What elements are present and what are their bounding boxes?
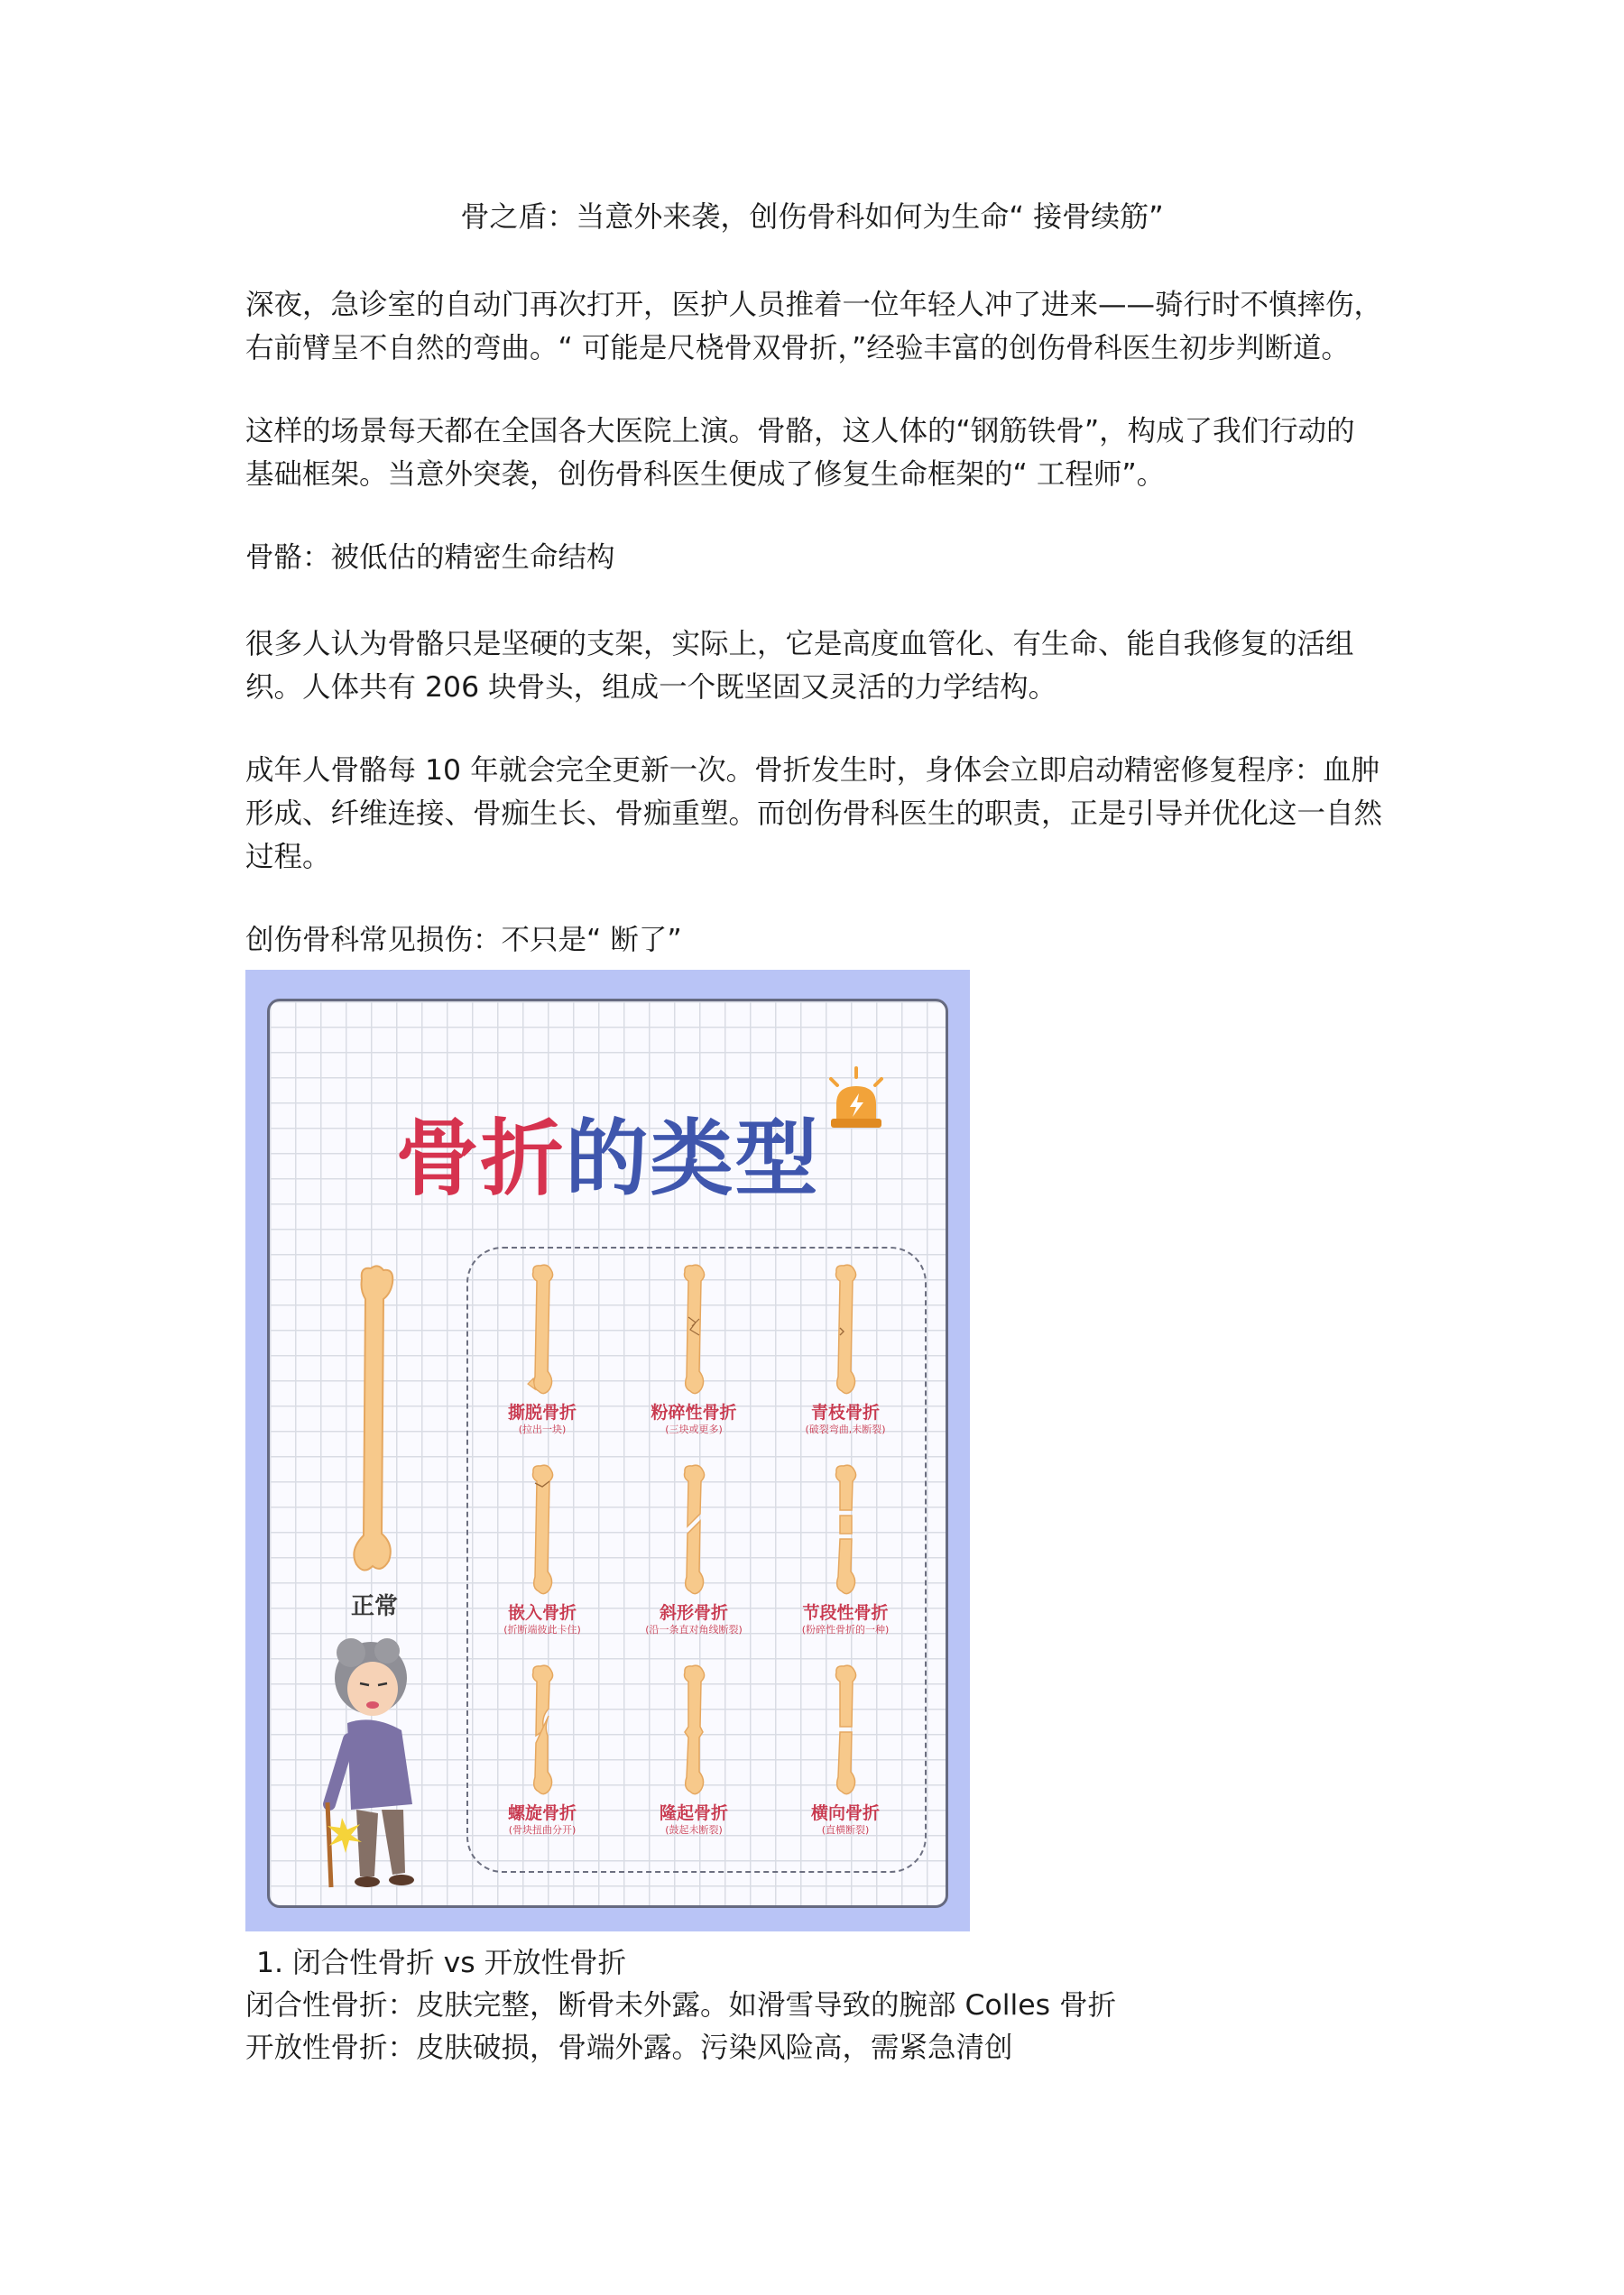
section-heading-injuries: 创伤骨科常见损伤：不只是“ 断了” <box>245 924 682 956</box>
fracture-name: 嵌入骨折 <box>507 1603 577 1623</box>
fracture-desc: (鼓起未断裂) <box>665 1824 723 1836</box>
spiral-fracture-bone-icon <box>524 1664 560 1799</box>
paragraph-intro: 深夜，急诊室的自动门再次打开，医护人员推着一位年轻人冲了进来——骑行时不慎摔伤，右前臂呈不自然的弯曲。“ 可能是尺桡骨双骨折，”经验丰富的创伤骨科医生初步判断道。 <box>245 289 1383 364</box>
fracture-type-comminuted <box>622 1263 766 1436</box>
infographic-title-blue: 的类型 <box>565 1111 820 1207</box>
infographic-title-red: 骨折 <box>395 1111 566 1207</box>
fracture-name: 撕脱骨折 <box>507 1403 577 1423</box>
fracture-name: 螺旋骨折 <box>507 1803 577 1823</box>
fracture-type-segmental <box>773 1463 918 1636</box>
segmental-fracture-bone-icon <box>827 1463 863 1599</box>
fracture-desc: (破裂弯曲,未断裂) <box>805 1424 886 1435</box>
comminuted-fracture-bone-icon <box>676 1263 712 1398</box>
fracture-name: 节段性骨折 <box>802 1603 889 1623</box>
fracture-desc: (折断端彼此卡住) <box>503 1624 581 1636</box>
fracture-name: 隆起骨折 <box>659 1803 728 1823</box>
paragraph-open-fracture: 开放性骨折：皮肤破损，骨端外露。污染风险高，需紧急清创 <box>245 2032 1013 2064</box>
fracture-type-greenstick <box>773 1263 918 1436</box>
normal-bone-label: 正常 <box>350 1593 398 1620</box>
elderly-woman-illustration <box>315 1633 450 1894</box>
fracture-type-transverse <box>773 1664 918 1837</box>
fracture-desc: (粉碎性骨折的一种) <box>801 1624 890 1636</box>
transverse-fracture-bone-icon <box>827 1664 863 1799</box>
fracture-desc: (沿一条直对角线断裂) <box>645 1624 743 1636</box>
fracture-type-buckle <box>622 1664 766 1837</box>
avulsion-fracture-bone-icon <box>524 1263 560 1398</box>
fracture-name: 斜形骨折 <box>659 1603 728 1623</box>
fracture-type-spiral <box>470 1664 614 1837</box>
paragraph-bone-structure: 很多人认为骨骼只是坚硬的支架，实际上，它是高度血管化、有生命、能自我修复的活组织。人体共有 206 块骨头，组成一个既坚固又灵活的力学结构。 <box>245 628 1354 704</box>
fracture-name: 青枝骨折 <box>810 1403 880 1423</box>
greenstick-fracture-bone-icon <box>827 1263 863 1398</box>
fracture-desc: (拉出一块) <box>518 1424 567 1435</box>
fracture-desc: (三块或更多) <box>665 1424 723 1435</box>
normal-bone-icon <box>342 1263 405 1579</box>
section-heading-bones: 骨骼：被低估的精密生命结构 <box>245 541 615 574</box>
fracture-desc: (骨块扭曲分开) <box>508 1824 577 1836</box>
fracture-type-impacted <box>470 1463 614 1636</box>
fracture-name: 粉碎性骨折 <box>651 1403 737 1423</box>
fracture-name: 横向骨折 <box>810 1803 880 1823</box>
fracture-desc: (直横断裂) <box>821 1824 870 1836</box>
fracture-types-infographic <box>245 970 970 1931</box>
impacted-fracture-bone-icon <box>524 1463 560 1599</box>
list-item-closed-vs-open: 1. 闭合性骨折 vs 开放性骨折 <box>256 1947 627 1979</box>
fracture-type-avulsion <box>470 1263 614 1436</box>
paragraph-scene: 这样的场景每天都在全国各大医院上演。骨骼，这人体的“钢筋铁骨”，构成了我们行动的基础框架。当意外突袭，创伤骨科医生便成了修复生命框架的“ 工程师”。 <box>245 415 1355 491</box>
oblique-fracture-bone-icon <box>676 1463 712 1599</box>
paragraph-closed-fracture: 闭合性骨折：皮肤完整，断骨未外露。如滑雪导致的腕部 Colles 骨折 <box>245 1989 1117 2022</box>
infographic-grid-card <box>267 999 948 1908</box>
article-title: 骨之盾：当意外来袭，创伤骨科如何为生命“ 接骨续筋” <box>460 199 1164 234</box>
fracture-type-oblique <box>622 1463 766 1636</box>
paragraph-bone-renewal: 成年人骨骼每 10 年就会完全更新一次。骨折发生时，身体会立即启动精密修复程序：血肿形成、纤维连接、骨痂生长、骨痂重塑。而创伤骨科医生的职责，正是引导并优化这一自然过程。 <box>245 754 1383 873</box>
buckle-fracture-bone-icon <box>676 1664 712 1799</box>
alarm-light-icon <box>820 1065 892 1137</box>
